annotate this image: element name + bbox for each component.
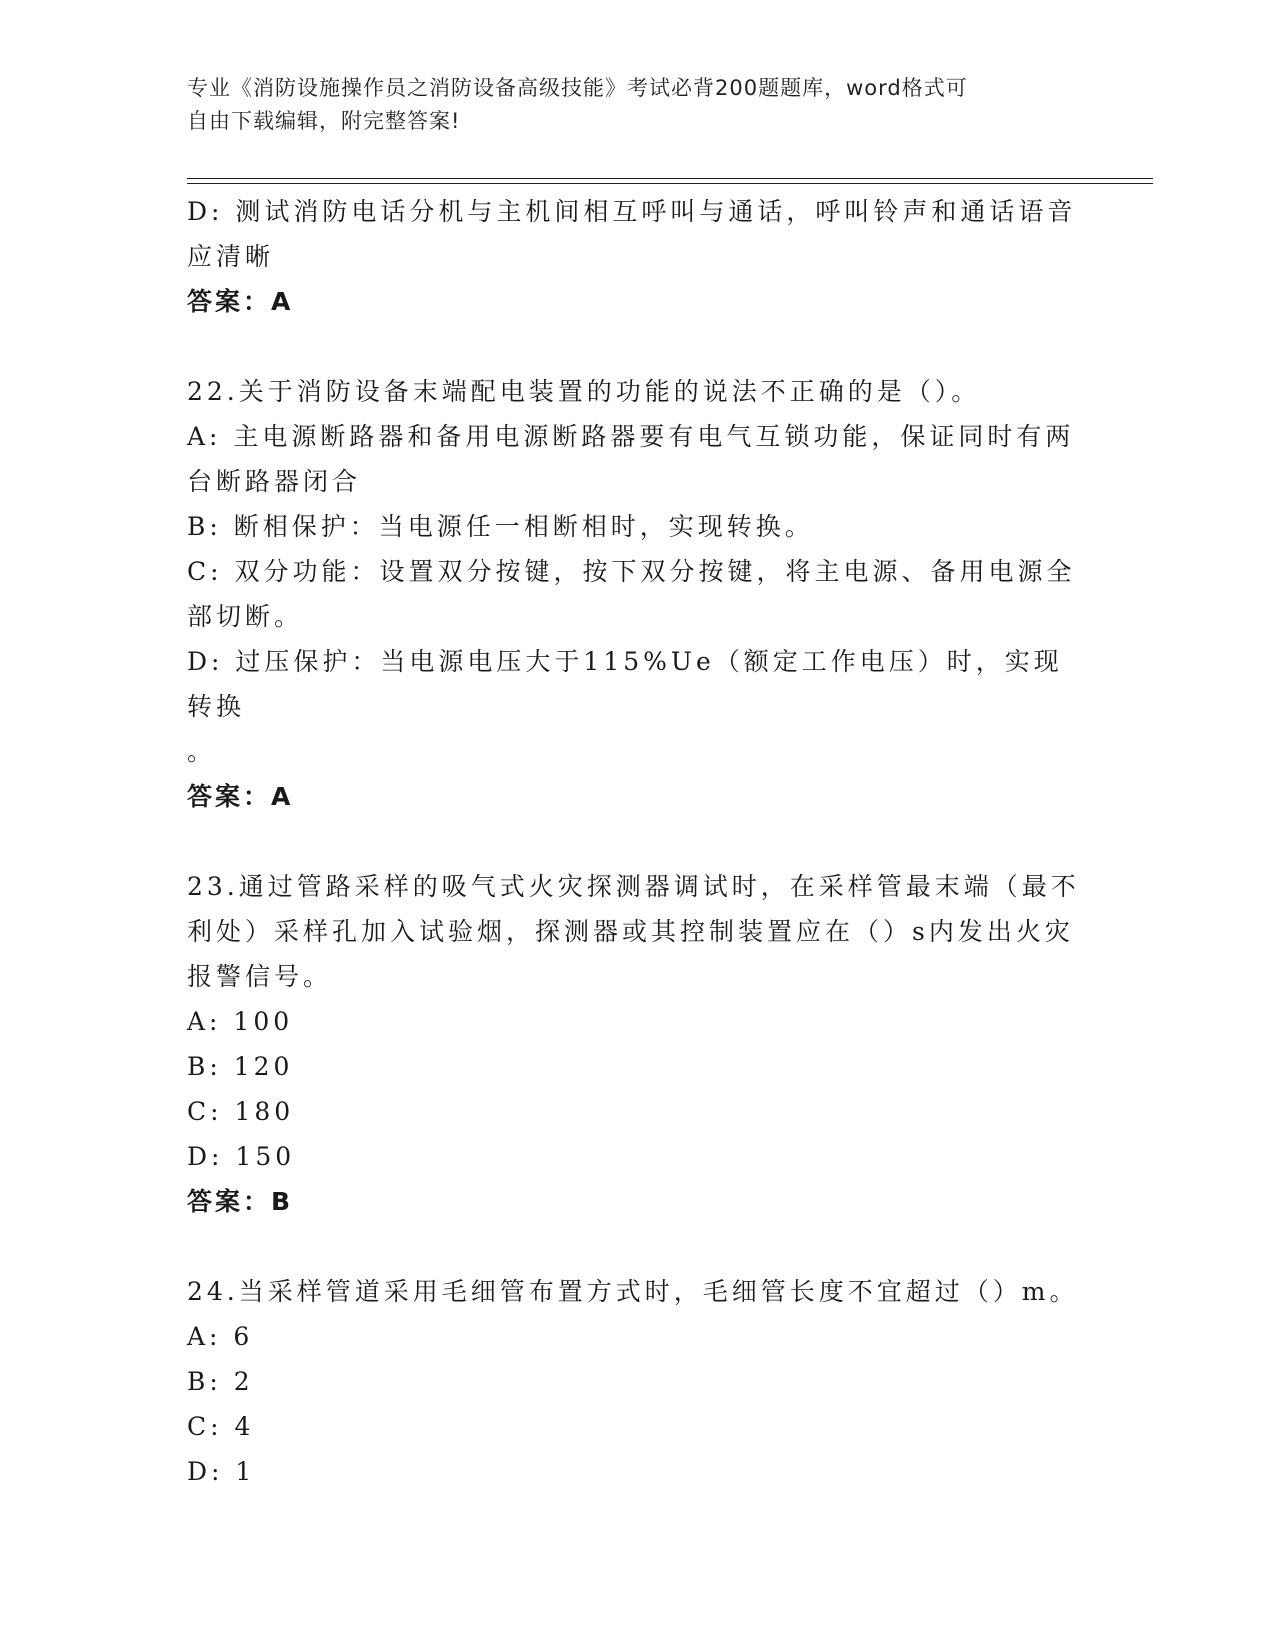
option-d-line: D: 150 xyxy=(187,1142,296,1171)
question-23 xyxy=(187,864,1087,1224)
spacer xyxy=(187,1224,1087,1269)
option-c-line: C: 180 xyxy=(187,1097,295,1126)
header-title-line-1: 专业《消防设施操作员之消防设备高级技能》考试必背200题题库，word格式可 xyxy=(187,76,968,100)
option-d-line: D: 过压保护：当电源电压大于115%Ue（额定工作电压）时，实现转换 xyxy=(187,647,1063,721)
option-d-line: D: 测试消防电话分机与主机间相互呼叫与通话，呼叫铃声和通话语音 xyxy=(187,197,1077,226)
questions-body xyxy=(187,189,1087,1494)
answer-label: 答案：A xyxy=(187,782,294,811)
header-title-line-2: 自由下载编辑，附完整答案! xyxy=(187,109,461,133)
option-b-line: B: 120 xyxy=(187,1052,294,1081)
option-a-line: A: 6 xyxy=(187,1322,254,1351)
question-stem: 利处）采样孔加入试验烟，探测器或其控制装置应在（）s内发出火灾 xyxy=(187,917,1074,946)
option-c-line: 部切断。 xyxy=(187,602,304,631)
question-stem: 22.关于消防设备末端配电装置的功能的说法不正确的是（）。 xyxy=(187,377,981,406)
question-21-continuation xyxy=(187,189,1087,324)
option-c-line: C: 4 xyxy=(187,1412,255,1441)
question-stem: 24.当采样管道采用毛细管布置方式时，毛细管长度不宜超过（）m。 xyxy=(187,1277,1079,1306)
answer-label: 答案：B xyxy=(187,1187,294,1216)
header-divider-bottom xyxy=(187,183,1153,184)
question-stem: 报警信号。 xyxy=(187,962,333,991)
option-a-line: A: 主电源断路器和备用电源断路器要有电气互锁功能，保证同时有两 xyxy=(187,422,1075,451)
option-c-line: C: 双分功能：设置双分按键，按下双分按键，将主电源、备用电源全 xyxy=(187,557,1076,586)
question-24 xyxy=(187,1269,1087,1494)
header-divider-top xyxy=(187,178,1153,179)
option-b-line: B: 2 xyxy=(187,1367,254,1396)
spacer xyxy=(187,819,1087,864)
option-b-line: B: 断相保护：当电源任一相断相时，实现转换。 xyxy=(187,512,814,541)
document-header xyxy=(187,72,1067,138)
option-a-line: A: 100 xyxy=(187,1007,294,1036)
option-a-line: 台断路器闭合 xyxy=(187,467,362,496)
option-d-line: 应清晰 xyxy=(187,242,275,271)
option-d-line: 。 xyxy=(187,737,217,766)
question-22 xyxy=(187,369,1087,819)
question-stem: 23.通过管路采样的吸气式火灾探测器调试时，在采样管最末端（最不 xyxy=(187,872,1080,901)
spacer xyxy=(187,324,1087,369)
answer-label: 答案：A xyxy=(187,287,294,316)
option-d-line: D: 1 xyxy=(187,1457,256,1486)
